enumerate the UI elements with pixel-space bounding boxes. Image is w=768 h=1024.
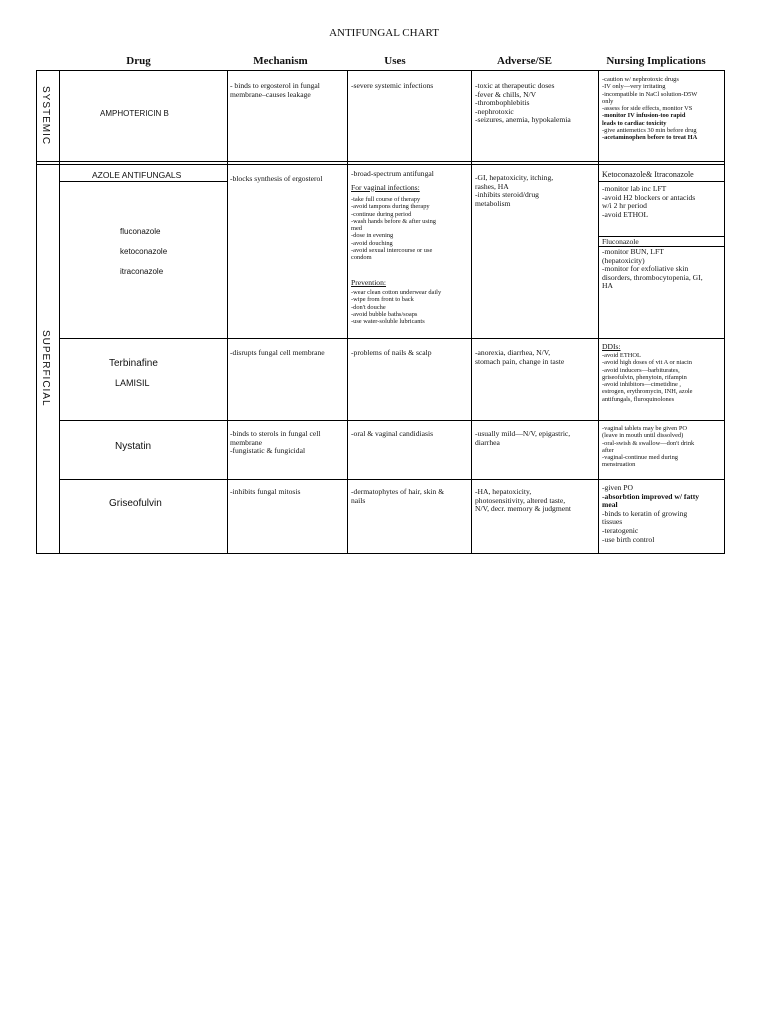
row-divider xyxy=(59,420,725,421)
section-divider xyxy=(36,161,725,162)
col-divider xyxy=(347,70,348,554)
terbinafine-uses: -problems of nails & scalp xyxy=(351,348,432,357)
azole-mechanism: -blocks synthesis of ergosterol xyxy=(230,174,323,183)
azole-subdivider xyxy=(59,181,227,182)
section-divider-2 xyxy=(36,164,725,165)
nystatin-adverse: -usually mild—N/V, epigastric, diarrhea xyxy=(475,429,571,447)
fluconazole-nursing: -monitor BUN, LFT (hepatoxicity) -monitor for exfoliative skin disorders, thrombocytopenia, GI, HA xyxy=(602,247,703,291)
nystatin-mechanism: -binds to sterols in fungal cell membrane -fungistatic & fungicidal xyxy=(230,429,321,456)
section-label-systemic: SYSTEMIC xyxy=(40,86,51,146)
terbinafine-adverse: -anorexia, diarrhea, N/V, stomach pain, change in taste xyxy=(475,348,565,366)
amphotericin-adverse: -toxic at therapeutic doses -fever & chills, N/V -thrombophlebitis -nephrotoxic -seizures, anemia, hypokalemia xyxy=(475,81,571,125)
col-divider xyxy=(59,70,60,554)
col-divider xyxy=(227,70,228,554)
drug-fluconazole: fluconazole xyxy=(120,227,161,236)
azole-group-label: AZOLE ANTIFUNGALS xyxy=(92,170,182,180)
drug-ketoconazole: ketoconazole xyxy=(120,247,168,256)
keto-subdivider xyxy=(598,181,725,182)
azole-vaginal-list: -take full course of therapy -avoid tampons during therapy -continue during period -wash hands before & after using med -dose in evening -avoid douching -avoid sexual intercourse or use condom xyxy=(351,196,437,262)
fluconazole-heading: Fluconazole xyxy=(602,237,639,246)
griseofulvin-adverse: -HA, hepatoxicity, photosensitivity, altered taste, N/V, decr. memory & judgment xyxy=(475,487,572,514)
drug-griseofulvin: Griseofulvin xyxy=(109,498,162,509)
terbinafine-ddi-heading: DDIs: xyxy=(602,342,621,351)
section-label-superficial: SUPERFICIAL xyxy=(40,330,51,407)
header-adverse: Adverse/SE xyxy=(497,55,552,67)
keto-itra-heading: Ketoconazole& Itraconazole xyxy=(602,170,694,179)
azole-adverse: -GI, hepatoxicity, itching, rashes, HA -inhibits steroid/drug metabolism xyxy=(475,173,554,208)
azole-uses: -broad-spectrum antifungal For vaginal infections: xyxy=(351,169,434,192)
header-nursing: Nursing Implications xyxy=(606,55,706,67)
col-divider xyxy=(598,70,599,554)
nystatin-nursing: -vaginal tablets may be given PO (leave in mouth until dissolved) -oral-swish & swallow—don't drink after -vaginal-continue med during menstruation xyxy=(602,425,695,469)
azole-prevention-list: -wear clean cotton underwear daily -wipe from front to back -don't douche -avoid bubble baths/soaps -use water-soluble lubricants xyxy=(351,289,442,326)
azole-prevention-heading: Prevention: xyxy=(351,278,387,287)
amphotericin-uses: -severe systemic infections xyxy=(351,81,434,90)
header-uses: Uses xyxy=(384,55,406,67)
drug-lamisil: LAMISIL xyxy=(115,378,150,388)
amphotericin-mechanism: - binds to ergosterol in fungal membrane–causes leakage xyxy=(230,81,320,99)
header-mechanism: Mechanism xyxy=(253,55,308,67)
header-drug: Drug xyxy=(126,55,151,67)
drug-itraconazole: itraconazole xyxy=(120,267,164,276)
terbinafine-mechanism: -disrupts fungal cell membrane xyxy=(230,348,325,357)
drug-nystatin: Nystatin xyxy=(115,441,152,452)
griseofulvin-mechanism: -inhibits fungal mitosis xyxy=(230,487,301,496)
page-title: ANTIFUNGAL CHART xyxy=(329,27,439,39)
griseofulvin-uses: -dermatophytes of hair, skin & nails xyxy=(351,487,445,505)
drug-terbinafine: Terbinafine xyxy=(109,358,158,369)
row-divider xyxy=(59,338,725,339)
row-divider xyxy=(59,479,725,480)
griseofulvin-nursing: -given PO -absorbtion improved w/ fatty meal -binds to keratin of growing tissues -teratogenic -use birth control xyxy=(602,483,700,544)
terbinafine-nursing: -avoid ETHOL -avoid high doses of vit A or niacin -avoid inducers—barbiturates, griseofulvin, phenytoin, rifampin -avoid inhibitors—cimetidine , estrogen, erythromycin, INH, azole antifungals, fluroquinolones xyxy=(602,352,693,403)
keto-itra-nursing: -monitor lab inc LFT -avoid H2 blockers or antacids w/i 2 hr period -avoid ETHOL xyxy=(602,184,696,219)
nystatin-uses: -oral & vaginal candidiasis xyxy=(351,429,434,438)
col-divider xyxy=(471,70,472,554)
drug-amphotericin: AMPHOTERICIN B xyxy=(100,109,169,118)
amphotericin-nursing: -caution w/ nephrotoxic drugs -IV only—very irritating -incompatible in NaCl solution-D5W only -assess for side effects, monitor VS -monitor IV infusion-too rapid leads to cardiac toxicity -give antiemetics 30 min before drug -acetaminophen before to treat HA xyxy=(602,76,698,142)
